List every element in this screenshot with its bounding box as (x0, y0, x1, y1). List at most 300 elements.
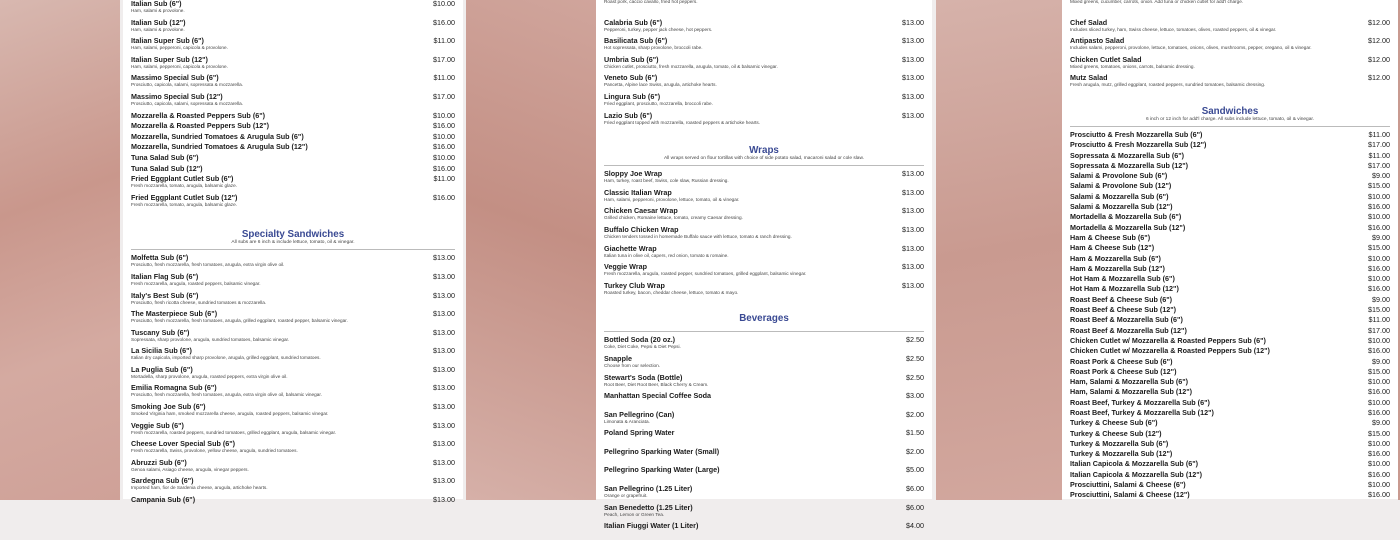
menu-item (131, 153, 455, 164)
menu-item-description: Fresh mozzarella, arugula, roasted pepper, sundried tomatoes, grilled eggplant, balsamic vinegar. (604, 271, 807, 277)
menu-item-price: $11.00 (433, 73, 455, 83)
menu-item-price: $13.00 (433, 253, 455, 263)
menu-item (1070, 336, 1390, 346)
menu-item-price: $10.00 (1368, 480, 1390, 490)
menu-item-name: Bottled Soda (20 oz.) (604, 335, 676, 345)
menu-item (131, 439, 455, 458)
menu-item (1070, 398, 1390, 408)
menu-item-price: $13.00 (902, 169, 924, 179)
menu-item-name: Calabria Sub (6") (604, 17, 663, 27)
menu-item-description: Grilled chicken, Romaine lettuce, tomato, creamy Caesar dressing. (604, 215, 743, 221)
menu-item-name: La Puglia Sub (6") (131, 364, 193, 374)
menu-item (1070, 161, 1390, 171)
menu-item-description: Fresh mozzarella, roasted peppers, sundried tomatoes, grilled eggplant, arugula, balsamic vinegar. (131, 429, 337, 435)
menu-item-name: Hot Ham & Mozzarella Sub (6") (1070, 274, 1175, 284)
menu-item-description: Ham, salami, pepperoni, capicola & provolone. (131, 45, 228, 51)
menu-item (131, 174, 455, 193)
menu-item-description: Orange or grapefruit. (604, 493, 648, 499)
menu-item (604, 0, 924, 18)
menu-item-price: $16.00 (433, 163, 455, 173)
menu-item-name: Molfetta Sub (6") (131, 253, 189, 263)
menu-item-description: Hot sopressata, sharp provolone, broccoli rabe. (604, 45, 703, 51)
menu-item-name: Mozzarella & Roasted Peppers Sub (12") (131, 121, 270, 131)
menu-item-price: $2.00 (906, 409, 924, 419)
menu-item (1070, 130, 1390, 140)
menu-item-name: Lazio Sub (6") (604, 110, 653, 120)
menu-item-description: Fresh mozzarella, arugula, roasted peppers, balsamic vinegar. (131, 280, 261, 286)
menu-item-description: Coke, Diet Coke, Pepsi & Diet Pepsi. (604, 344, 681, 350)
menu-item-price: $13.00 (433, 495, 455, 505)
menu-item-description: Fresh arugula, mutz, grilled eggplant, roasted peppers, sundried tomatoes, balsamic dressing. (1070, 82, 1266, 88)
menu-item (131, 142, 455, 153)
menu-item-name: Veggie Wrap (604, 262, 648, 272)
menu-item-name: Pellegrino Sparking Water (Small) (604, 446, 720, 456)
menu-item-description: Prosciutto, capicola, salami, sopressata & mozzarella. (131, 100, 244, 106)
menu-item-name: Hot Ham & Mozzarella Sub (12") (1070, 284, 1179, 294)
menu-item-name: Sardegna Sub (6") (131, 476, 194, 486)
menu-item-name: Italian Sub (6") (131, 0, 182, 8)
menu-item-price: $13.00 (902, 73, 924, 83)
menu-item-name: Roast Beef & Mozzarella Sub (6") (1070, 315, 1183, 325)
menu-item-price: $13.00 (902, 187, 924, 197)
menu-item (1070, 408, 1390, 418)
menu-item-name: Ham & Cheese Sub (12") (1070, 243, 1155, 253)
menu-item-name: Umbria Sub (6") (604, 54, 659, 64)
menu-item (1070, 480, 1390, 490)
menu-item (1070, 55, 1390, 74)
menu-item (604, 447, 924, 466)
menu-item-price: $16.00 (1368, 469, 1390, 479)
menu-item-price: $13.00 (433, 457, 455, 467)
menu-item-name: Giachette Wrap (604, 243, 657, 253)
menu-item-price: $13.00 (433, 420, 455, 430)
menu-item (1070, 223, 1390, 233)
menu-item (1070, 377, 1390, 387)
menu-item-price: $13.00 (433, 309, 455, 319)
menu-item-name: Ham & Cheese Sub (6") (1070, 232, 1151, 242)
menu-item-description: Chicken cutlet, prosciutto, fresh mozzarella, arugula, tomato, oil & balsamic vinegar. (604, 63, 778, 69)
menu-item-name: Italian Capicola & Mozzarella Sub (6") (1070, 459, 1199, 469)
menu-item-price: $17.00 (1368, 160, 1390, 170)
menu-item-name: Chicken Cutlet w/ Mozzarella & Roasted Peppers Sub (6") (1070, 335, 1266, 345)
menu-item-name: Veneto Sub (6") (604, 73, 658, 83)
menu-item-name: Sloppy Joe Wrap (604, 169, 663, 179)
menu-item-name: Mozzarella & Roasted Peppers Sub (6") (131, 110, 266, 120)
menu-item-price: $13.00 (902, 54, 924, 64)
menu-item-price: $13.00 (902, 17, 924, 27)
menu-item-price: $13.00 (433, 327, 455, 337)
menu-item-price: $10.00 (1368, 335, 1390, 345)
menu-item-description: Ham, salami, pepperoni, provolone, lettuce, tomato, oil & vinegar. (604, 196, 740, 202)
section-title-sandwiches: Sandwiches (1201, 105, 1259, 117)
menu-item-name: Abruzzi Sub (6") (131, 457, 187, 467)
menu-item-price: $13.00 (902, 110, 924, 120)
menu-item (604, 354, 924, 373)
menu-item-price: $10.00 (1368, 459, 1390, 469)
menu-item (604, 410, 924, 429)
menu-item-name: Tuna Salad Sub (6") (131, 152, 199, 162)
menu-item (1070, 490, 1390, 500)
menu-item-price: $13.00 (433, 402, 455, 412)
section-title-wraps: Wraps (749, 145, 779, 157)
menu-item-description: Limonata & Aranciata. (604, 418, 650, 424)
menu-item (1070, 305, 1390, 315)
menu-item-name: Buffalo Chicken Wrap (604, 224, 679, 234)
menu-item (604, 521, 924, 540)
menu-item-name: San Benedetto (1.25 Liter) (604, 502, 693, 512)
menu-item-price: $9.00 (1372, 294, 1390, 304)
menu-item-name: Pellegrino Sparking Water (Large) (604, 465, 720, 475)
menu-item (604, 465, 924, 484)
menu-item-name: Roast Beef, Turkey & Mozzarella Sub (6") (1070, 397, 1210, 407)
menu-item (131, 36, 455, 55)
menu-item-price: $5.00 (906, 465, 924, 475)
menu-item (1070, 18, 1390, 37)
menu-item (1070, 274, 1390, 284)
menu-column-center (596, 0, 932, 531)
menu-item-description: Italian dry capicola, imported sharp provolone, arugula, grilled eggplant, sundried tomatoes. (131, 355, 321, 361)
menu-item-description: Chicken tenders tossed in homemade Buffalo sauce with lettuce, tomato & ranch dressing. (604, 233, 792, 239)
menu-item-name: Prosciuttini, Salami & Cheese (6") (1070, 480, 1186, 490)
menu-item-price: $12.00 (1368, 36, 1390, 46)
menu-item-description: Mixed greens, cucumber, carrots, onion. Add tuna or chicken cutlet for add'l charge. (1070, 0, 1244, 4)
menu-item-price: $11.00 (1368, 315, 1390, 325)
menu-item (1070, 264, 1390, 274)
menu-item (604, 18, 924, 37)
menu-item-name: Chicken Cutlet w/ Mozzarella & Roasted Peppers Sub (12") (1070, 346, 1270, 356)
menu-item-name: Mozzarella, Sundried Tomatoes & Arugula Sub (12") (131, 142, 308, 152)
menu-item-name: Mortadella & Mozzarella Sub (6") (1070, 212, 1182, 222)
menu-item-description: Fried eggplant topped with mozzarella, roasted peppers & artichoke hearts. (604, 119, 761, 125)
menu-item-description: Genoa salami, Asiago cheese, arugula, vinegar peppers. (131, 466, 249, 472)
menu-item-name: Mozzarella, Sundried Tomatoes & Arugula Sub (6") (131, 131, 304, 141)
menu-item (131, 55, 455, 74)
menu-item (1070, 326, 1390, 336)
menu-item-price: $15.00 (1368, 428, 1390, 438)
menu-item-price: $17.00 (1368, 325, 1390, 335)
menu-item-description: Ham, salami & provolone. (131, 8, 185, 13)
menu-item (1070, 387, 1390, 397)
menu-item-name: Prosciutto & Fresh Mozzarella Sub (12") (1070, 140, 1207, 150)
menu-item (1070, 202, 1390, 212)
menu-item-name: Veggie Sub (6") (131, 420, 184, 430)
menu-item-price: $11.00 (1368, 150, 1390, 160)
menu-column-right (1062, 0, 1398, 499)
menu-item-name: Roast Beef & Cheese Sub (12") (1070, 305, 1177, 315)
menu-item-name: Prosciutto & Fresh Mozzarella Sub (6") (1070, 129, 1203, 139)
menu-item-name: Stewart's Soda (Bottle) (604, 372, 683, 382)
menu-item-price: $2.50 (906, 372, 924, 382)
menu-item-price: $12.00 (1368, 73, 1390, 83)
menu-item-name: Salami & Provolone Sub (6") (1070, 171, 1168, 181)
menu-item (1070, 212, 1390, 222)
menu-item (131, 328, 455, 347)
background-panel-right (936, 0, 1062, 500)
menu-item-price: $16.00 (433, 142, 455, 152)
menu-item-description: Fresh mozzarella, Swiss, provolone, yellow cheese, arugula, sundried tomatoes. (131, 448, 298, 454)
menu-item (1070, 151, 1390, 161)
menu-item (604, 188, 924, 207)
menu-item-name: Ham, Salami & Mozzarella Sub (12") (1070, 387, 1193, 397)
menu-item-price: $10.00 (433, 152, 455, 162)
menu-item-price: $16.00 (433, 17, 455, 27)
menu-item (604, 484, 924, 503)
menu-item-name: Emilia Romagna Sub (6") (131, 383, 217, 393)
menu-item-name: Ham & Mozzarella Sub (12") (1070, 263, 1165, 273)
menu-item (1070, 73, 1390, 92)
menu-item-price: $12.00 (1368, 17, 1390, 27)
menu-item-name: Italy's Best Sub (6") (131, 290, 199, 300)
menu-item (131, 291, 455, 310)
menu-item-name: Turkey & Cheese Sub (6") (1070, 418, 1158, 428)
section-subtitle-wraps: All wraps served on flour tortillas with choice of side potato salad, macaroni salad or cole slaw. (604, 156, 924, 166)
menu-item-name: Ham & Mozzarella Sub (6") (1070, 253, 1161, 263)
menu-item-price: $17.00 (1368, 140, 1390, 150)
menu-item-description: Imported ham, fior de Sardenia cheese, arugula, artichoke hearts. (131, 485, 268, 491)
menu-item-price: $13.00 (902, 91, 924, 101)
menu-item-name: Italian Super Sub (6") (131, 36, 204, 46)
menu-item (1070, 439, 1390, 449)
menu-item (131, 383, 455, 402)
menu-item-price: $15.00 (1368, 366, 1390, 376)
menu-item (1070, 459, 1390, 469)
menu-item (604, 281, 924, 300)
menu-item (604, 503, 924, 522)
menu-item (1070, 346, 1390, 356)
menu-item-price: $10.00 (433, 0, 455, 8)
menu-item-name: Turkey & Mozzarella Sub (12") (1070, 449, 1173, 459)
menu-item (604, 73, 924, 92)
menu-item-price: $2.50 (906, 353, 924, 363)
menu-item-price: $11.00 (433, 174, 455, 184)
menu-item-price: $10.00 (433, 131, 455, 141)
menu-item-description: Prosciutto, fresh ricotta cheese, sundried tomatoes & mozzarella. (131, 299, 267, 305)
menu-item-price: $16.00 (433, 192, 455, 202)
menu-item (1070, 243, 1390, 253)
menu-item (131, 164, 455, 175)
menu-item (131, 121, 455, 132)
menu-item-price: $13.00 (433, 271, 455, 281)
menu-item (131, 421, 455, 440)
menu-item-price: $15.00 (1368, 305, 1390, 315)
menu-item-name: Sopressata & Mozzarella Sub (6") (1070, 150, 1185, 160)
menu-item-description: Ham, salami, pepperoni, capicola & provolone. (131, 63, 228, 69)
menu-item-description: Smoked Virginia ham, smoked mozzarella cheese, arugula, roasted peppers, balsamic vinegar. (131, 411, 329, 417)
menu-item (1070, 192, 1390, 202)
menu-item-price: $16.00 (433, 121, 455, 131)
menu-item-name: Lingura Sub (6") (604, 91, 661, 101)
menu-item-name: Manhattan Special Coffee Soda (604, 391, 712, 401)
menu-item (131, 495, 455, 514)
menu-item (1070, 181, 1390, 191)
menu-item-description: Mortadella, sharp provolone, arugula, roasted peppers, extra virgin olive oil. (131, 373, 288, 379)
menu-item-name: San Pellegrino (Can) (604, 409, 675, 419)
menu-item-name: Massimo Special Sub (6") (131, 73, 219, 83)
menu-item-price: $17.00 (433, 91, 455, 101)
menu-item (604, 36, 924, 55)
menu-item-description: Sopressata, sharp provolone, arugula, sundried tomatoes, balsamic vinegar. (131, 336, 290, 342)
menu-item-name: Roast Beef & Mozzarella Sub (12") (1070, 325, 1187, 335)
menu-item-description: Prosciutto, capicola, salami, sopressata & mozzarella. (131, 82, 244, 88)
menu-item-name: Turkey Club Wrap (604, 280, 665, 290)
menu-item-name: Turkey & Mozzarella Sub (6") (1070, 438, 1169, 448)
menu-item (604, 111, 924, 130)
section-subtitle-specialty: All subs are 6 inch & include lettuce, tomato, oil & vinegar. (131, 240, 455, 250)
menu-item (1070, 418, 1390, 428)
menu-item (1070, 254, 1390, 264)
menu-item (1070, 0, 1390, 18)
menu-item (131, 73, 455, 92)
menu-item (1070, 367, 1390, 377)
menu-item-price: $16.00 (1368, 387, 1390, 397)
menu-item-price: $16.00 (1368, 263, 1390, 273)
menu-item-name: Poland Spring Water (604, 428, 675, 438)
menu-item-description: Fresh mozzarella, tomato, arugula, balsamic glaze. (131, 201, 238, 207)
menu-item-name: Prosciuttini, Salami & Cheese (12") (1070, 490, 1190, 500)
menu-item-description: Ham, salami & provolone. (131, 26, 185, 32)
menu-item (131, 111, 455, 122)
menu-item (1070, 36, 1390, 55)
menu-item-price: $11.00 (433, 36, 455, 46)
menu-item-price: $10.00 (1368, 274, 1390, 284)
menu-item-description: Italian tuna in olive oil, capers, red onion, tomato & romaine. (604, 252, 729, 258)
menu-item-name: Smoking Joe Sub (6") (131, 402, 206, 412)
menu-item-price: $16.00 (1368, 490, 1390, 500)
menu-item-name: Italian Sub (12") (131, 17, 186, 27)
menu-item-price: $3.00 (906, 391, 924, 401)
menu-item-description: Mixed greens, tomatoes, onions, carrots, balsamic dressing. (1070, 63, 1195, 69)
menu-item (1070, 295, 1390, 305)
menu-item-price: $12.00 (1368, 54, 1390, 64)
menu-item-name: Tuna Salad Sub (12") (131, 163, 203, 173)
menu-item (604, 244, 924, 263)
menu-item-description: Choose from our selection. (604, 362, 661, 368)
menu-item-name: Tuscany Sub (6") (131, 327, 190, 337)
menu-item-name: Ham, Salami & Mozzarella Sub (6") (1070, 377, 1189, 387)
menu-item-description: Root Beer, Diet Root Beer, Black Cherry & Cream. (604, 381, 709, 387)
menu-item-name: Fried Eggplant Cutlet Sub (6") (131, 174, 234, 184)
menu-item-price: $10.00 (1368, 397, 1390, 407)
menu-item-price: $9.00 (1372, 232, 1390, 242)
menu-item-name: Salami & Mozzarella Sub (6") (1070, 191, 1169, 201)
menu-item-name: Italian Flag Sub (6") (131, 271, 199, 281)
menu-item-price: $10.00 (1368, 212, 1390, 222)
menu-item (131, 476, 455, 495)
menu-item-name: Fried Eggplant Cutlet Sub (12") (131, 192, 238, 202)
menu-item-name: Salami & Mozzarella Sub (12") (1070, 202, 1173, 212)
menu-item-description: Roasted turkey, bacon, cheddar cheese, lettuce, tomato & mayo. (604, 289, 739, 295)
menu-item-price: $13.00 (902, 224, 924, 234)
menu-column-left (123, 0, 463, 505)
menu-item-price: $13.00 (433, 364, 455, 374)
menu-item-name: Chicken Cutlet Salad (1070, 54, 1142, 64)
menu-item-description: Prosciutto, fresh mozzarella, fresh tomatoes, arugula, grilled eggplant, roasted pepper, balsamic vinegar. (131, 318, 348, 324)
menu-item-price: $13.00 (902, 262, 924, 272)
menu-item (131, 0, 455, 18)
menu-item-name: Basilicata Sub (6") (604, 36, 668, 46)
menu-item-description: Includes sliced turkey, ham, Swiss cheese, lettuce, tomatoes, olives, roasted peppers, oil & vinegar. (1070, 26, 1277, 32)
menu-item-price: $16.00 (1368, 284, 1390, 294)
menu-item (131, 253, 455, 272)
menu-item-name: Chicken Caesar Wrap (604, 206, 678, 216)
menu-item-price: $16.00 (1368, 202, 1390, 212)
menu-item-description: Fried eggplant, prosciutto, mozzarella, broccoli rabe. (604, 100, 713, 106)
section-title-beverages: Beverages (739, 313, 789, 325)
menu-item (604, 169, 924, 188)
menu-item-name: Salami & Provolone Sub (12") (1070, 181, 1172, 191)
menu-item (1070, 470, 1390, 480)
menu-item-price: $6.00 (906, 484, 924, 494)
menu-item (1070, 171, 1390, 181)
menu-item-price: $10.00 (1368, 253, 1390, 263)
menu-item-price: $15.00 (1368, 181, 1390, 191)
menu-item-price: $13.00 (433, 476, 455, 486)
menu-item (1070, 315, 1390, 325)
menu-item-name: Italian Super Sub (12") (131, 54, 208, 64)
menu-item-name: Antipasto Salad (1070, 36, 1125, 46)
menu-item (131, 458, 455, 477)
menu-item-description: Includes salami, pepperoni, provolone, lettuce, tomatoes, onions, olives, mushrooms, pepper, oregano, oil & vinegar. (1070, 45, 1312, 51)
section-subtitle-beverages (604, 324, 924, 332)
menu-item-price: $4.00 (906, 521, 924, 531)
menu-item-price: $17.00 (433, 54, 455, 64)
menu-item (131, 272, 455, 291)
menu-item-description: Prosciutto, fresh mozzarella, fresh tomatoes, arugula, extra virgin olive oil. (131, 262, 285, 268)
menu-item-name: Roast Beef, Turkey & Mozzarella Sub (12") (1070, 407, 1214, 417)
menu-item-name: Italian Capicola & Mozzarella Sub (12") (1070, 469, 1203, 479)
section-subtitle-sandwiches: 6 inch or 12 inch for add'l charge. All subs include lettuce, tomato, oil & vinegar. (1070, 117, 1390, 127)
menu-item-description: Pancetta, Alpine lace Swiss, arugula, artichoke hearts. (604, 82, 717, 88)
menu-item-name: Cheese Lover Special Sub (6") (131, 439, 236, 449)
menu-item-price: $2.00 (906, 446, 924, 456)
menu-item-price: $11.00 (1368, 129, 1390, 139)
menu-item (1070, 357, 1390, 367)
menu-item (131, 346, 455, 365)
background-panel-left (0, 0, 120, 500)
menu-item (604, 262, 924, 281)
menu-item (131, 132, 455, 143)
menu-item-name: Classic Italian Wrap (604, 187, 672, 197)
menu-item (131, 309, 455, 328)
menu-item-price: $16.00 (1368, 346, 1390, 356)
menu-item (604, 428, 924, 447)
background-panel-center (466, 0, 596, 500)
menu-item-price: $13.00 (433, 383, 455, 393)
menu-item (131, 193, 455, 212)
menu-item (1070, 233, 1390, 243)
menu-item-price: $16.00 (1368, 407, 1390, 417)
menu-item (604, 373, 924, 392)
menu-item-description: Peach, Lemon or Green Tea. (604, 511, 665, 517)
menu-item (1070, 284, 1390, 294)
menu-item-name: Massimo Special Sub (12") (131, 91, 223, 101)
menu-item-description: Roast pork, caccio cavallo, fried hot peppers. (604, 0, 698, 4)
menu-item-price: $16.00 (1368, 222, 1390, 232)
menu-item-price: $13.00 (433, 439, 455, 449)
menu-item-name: Mutz Salad (1070, 73, 1108, 83)
menu-item-name: Roast Beef & Cheese Sub (6") (1070, 294, 1173, 304)
menu-item (604, 206, 924, 225)
menu-item (1070, 429, 1390, 439)
menu-item-price: $10.00 (1368, 377, 1390, 387)
menu-item-name: The Masterpiece Sub (6") (131, 309, 218, 319)
menu-item-price: $1.50 (906, 428, 924, 438)
menu-item-name: Italian Fiuggi Water (1 Liter) (604, 521, 699, 531)
menu-item-name: Snapple (604, 353, 632, 363)
menu-item-price: $9.00 (1372, 171, 1390, 181)
menu-item-price: $16.00 (1368, 449, 1390, 459)
menu-item-name: Campania Sub (6") (131, 495, 196, 505)
